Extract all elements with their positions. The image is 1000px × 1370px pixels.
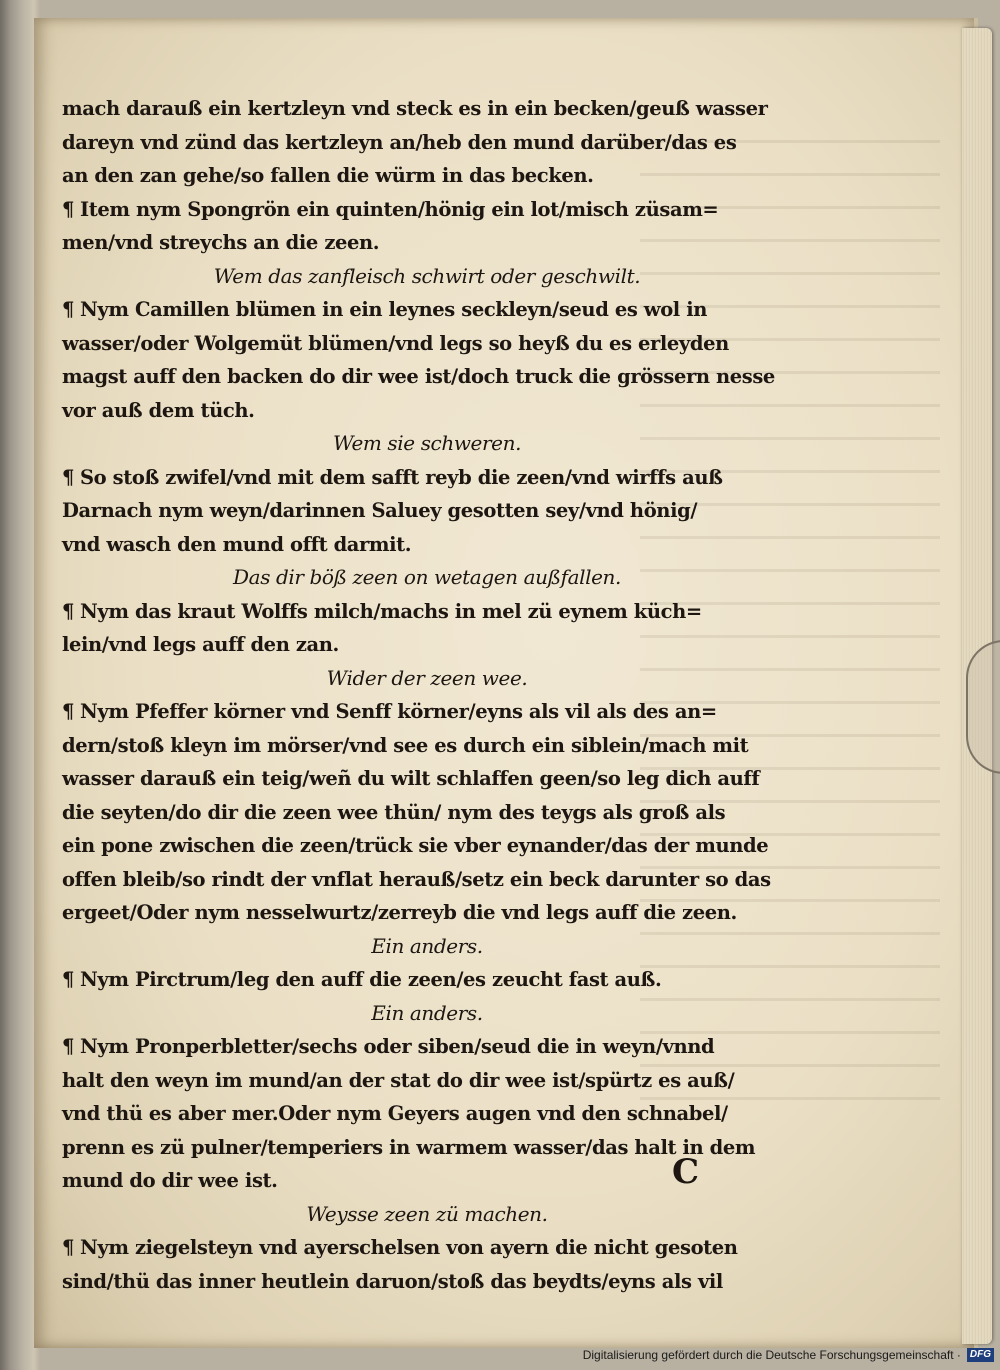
pilcrow-mark: ¶: [62, 465, 75, 489]
section-heading: Wider der zeen wee.: [326, 665, 528, 690]
text-line: ¶ Nym das kraut Wolffs milch/machs in mel zü eynem küch=: [62, 595, 792, 629]
section-heading: Das dir böß zeen on wetagen außfallen.: [233, 565, 621, 589]
text-line: sind/thü das inner heutlein daruon/stoß das beydts/eyns als vil: [62, 1269, 723, 1293]
text-line: ¶ Nym Camillen blümen in ein leynes seckleyn/seud es wol in: [62, 293, 792, 327]
section-heading: Wem sie schweren.: [332, 431, 522, 455]
text-line: ¶ Nym ziegelsteyn vnd ayerschelsen von ayern die nicht gesoten: [62, 1231, 792, 1265]
text-line: Darnach nym weyn/darinnen Saluey gesotten sey/vnd hönig/: [62, 499, 698, 522]
section-heading: Ein anders.: [371, 933, 483, 958]
text-line: ergeet/Oder nym nesselwurtz/zerreyb die vnd legs auff die zeen.: [62, 901, 737, 924]
pilcrow-mark: ¶: [62, 197, 75, 221]
text-line: prenn es zü pulner/temperiers in warmem wasser/das halt in dem: [62, 1135, 756, 1159]
text-line: offen bleib/so rindt der vnflat herauß/setz ein beck darunter so das: [62, 867, 771, 891]
text-line: mach darauß ein kertzleyn vnd steck es in ein becken/geuß wasser: [62, 97, 768, 120]
text-line: die seyten/do dir die zeen wee thün/ nym des teygs als groß als: [62, 800, 726, 824]
text-line: ¶ Nym Pfeffer körner vnd Senff körner/eyns als vil als des an=: [62, 695, 792, 729]
dfg-logo-icon: DFG: [967, 1348, 994, 1362]
text-line: vnd thü es aber mer.Oder nym Geyers augen vnd den schnabel/: [62, 1102, 728, 1125]
signature-mark: C: [672, 1152, 700, 1192]
text-line: men/vnd streychs an die zeen.: [62, 231, 380, 254]
pilcrow-mark: ¶: [62, 1035, 75, 1058]
text-line: ¶ So stoß zwifel/vnd mit dem safft reyb die zeen/vnd wirffs auß: [62, 461, 792, 495]
text-line: ¶ Item nym Spongrön ein quinten/hönig ein lot/misch züsam=: [62, 193, 792, 227]
text-line: halt den weyn im mund/an der stat do dir wee ist/spürtz es auß/: [62, 1068, 735, 1092]
text-line: magst auff den backen do dir wee ist/doch truck die grössern nesse: [62, 365, 775, 388]
text-line: ¶ Nym Pirctrum/leg den auff die zeen/es zeucht fast auß.: [62, 963, 792, 997]
text-line: ein pone zwischen die zeen/trück sie vber eynander/das der munde: [62, 834, 769, 857]
book-clasp: [966, 640, 1000, 774]
pilcrow-mark: ¶: [62, 599, 75, 623]
text-line: ¶ Nym Pronperbletter/sechs oder siben/seud die in weyn/vnnd: [62, 1030, 792, 1064]
page-text: [62, 92, 792, 1298]
section-heading: Ein anders.: [371, 1000, 483, 1025]
text-line: dareyn vnd zünd das kertzleyn an/heb den mund darüber/das es: [62, 130, 737, 154]
pilcrow-mark: ¶: [62, 968, 75, 991]
section-heading: Wem das zanfleisch schwirt oder geschwilt.: [213, 263, 641, 288]
footer-text: Digitalisierung gefördert durch die Deutsche Forschungsgemeinschaft ·: [582, 1348, 961, 1362]
text-line: dern/stoß kleyn im mörser/vnd see es durch ein siblein/mach mit: [62, 733, 749, 757]
text-line: vor auß dem tüch.: [62, 398, 255, 422]
pilcrow-mark: ¶: [62, 298, 75, 321]
pilcrow-mark: ¶: [62, 700, 75, 723]
text-line: lein/vnd legs auff den zan.: [62, 633, 339, 656]
section-heading: Weysse zeen zü machen.: [306, 1201, 548, 1226]
text-line: mund do dir wee ist.: [62, 1169, 278, 1192]
footer-credit: [583, 1346, 994, 1364]
text-line: wasser darauß ein teig/weñ du wilt schlaffen geen/so leg dich auff: [62, 767, 760, 790]
text-line: wasser/oder Wolgemüt blümen/vnd legs so heyß du es erleyden: [62, 331, 729, 355]
text-line: an den zan gehe/so fallen die würm in das becken.: [62, 164, 594, 187]
pilcrow-mark: ¶: [62, 1236, 75, 1259]
text-line: vnd wasch den mund offt darmit.: [62, 532, 412, 556]
